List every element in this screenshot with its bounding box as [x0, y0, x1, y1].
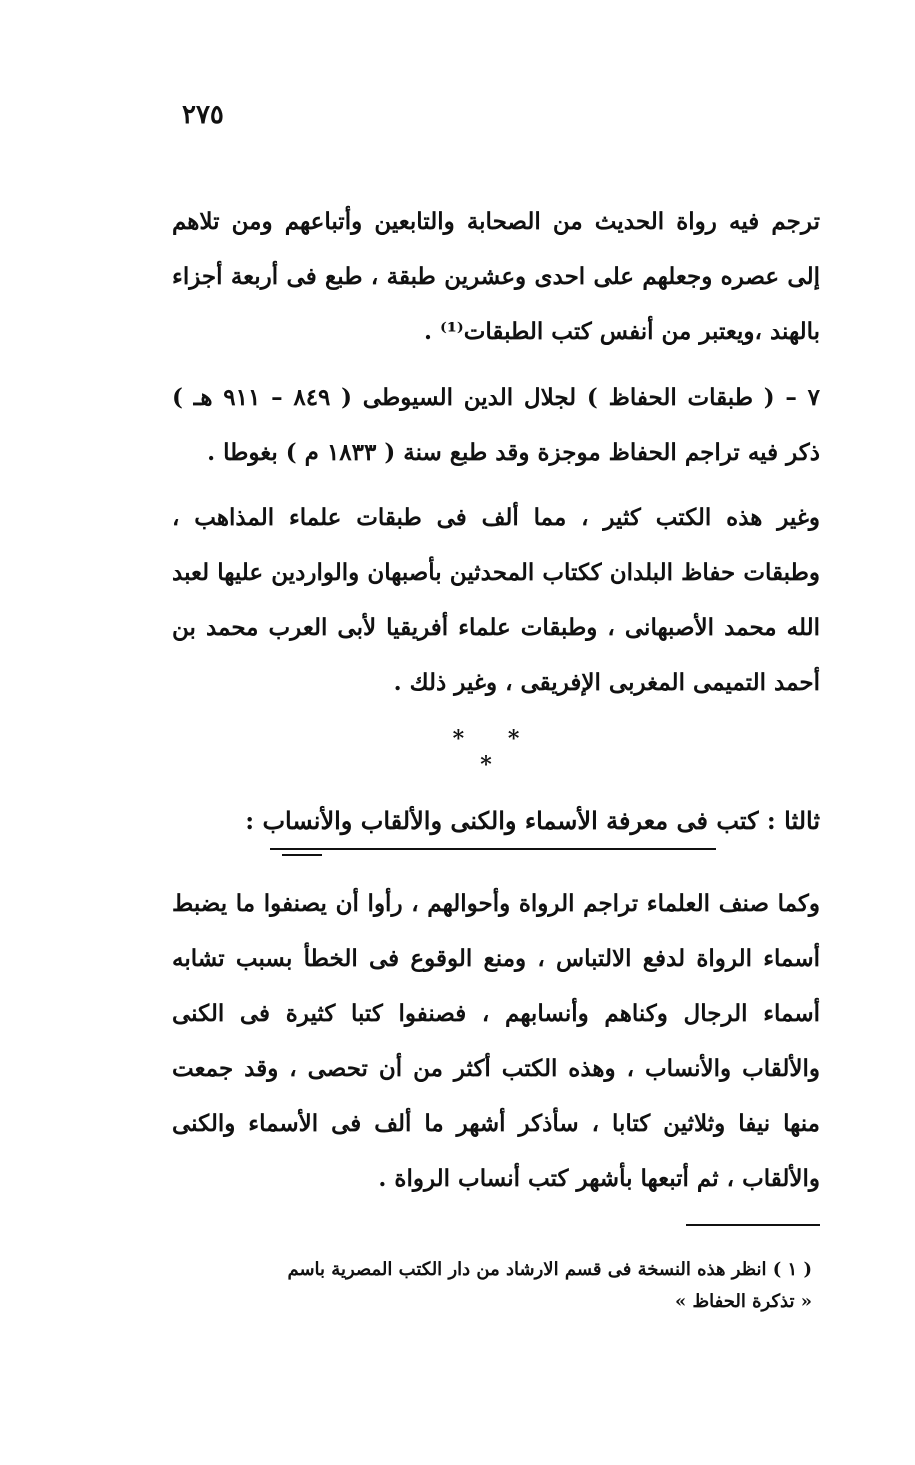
heading-underline — [270, 848, 716, 850]
paragraph-3 — [172, 490, 820, 710]
section-separator: * * * — [452, 726, 538, 778]
paragraph-1-text: ترجم فيه رواة الحديث من الصحابة والتابعين وأتباعهم ومن تلاهم إلى عصره وجعلهم على احدى وعشرين طبقة ، طبع فى أربعة أجزاء بالهند ،ويعتبر من أنفس كتب الطبقات⁽¹⁾ . — [172, 208, 820, 345]
footnote-line-1: ( ١ ) انظر هذه النسخة فى قسم الارشاد من دار الكتب المصرية باسم — [287, 1259, 812, 1280]
paragraph-1 — [172, 194, 820, 359]
paragraph-2 — [172, 370, 820, 480]
heading-underline-accent — [282, 854, 322, 856]
paragraph-2-text: ٧ – ( طبقات الحفاظ ) لجلال الدين السيوطى ( ٨٤٩ – ٩١١ هـ ) ذكر فيه تراجم الحفاظ موجزة وقد طبع سنة ( ١٨٣٣ م ) بغوطا . — [172, 384, 821, 466]
paragraph-4-text: وكما صنف العلماء تراجم الرواة وأحوالهم ، رأوا أن يصنفوا ما يضبط أسماء الرواة لدفع الالتباس ، ومنع الوقوع فى الخطأ بسبب تشابه أسماء الرجال وكناهم وأنسابهم ، فصنفوا كتبا كثيرة فى الكنى والألقاب والأنساب ، وهذه الكتب أكثر من أن تحصى ، وقد جمعت منها نيفا وثلاثين كتابا ، سأذكر أشهر ما ألف فى الأسماء والكنى والألقاب ، ثم أتبعها بأشهر كتب أنساب الرواة . — [172, 890, 820, 1192]
footnote-line-2: « تذكرة الحفاظ » — [674, 1291, 812, 1312]
footnote-rule — [686, 1224, 820, 1226]
footnote — [160, 1254, 812, 1318]
paragraph-3-text: وغير هذه الكتب كثير ، مما ألف فى طبقات علماء المذاهب ، وطبقات حفاظ البلدان ككتاب المحدثين بأصبهان والواردين عليها لعبد الله محمد الأصبهانى ، وطبقات علماء أفريقيا لأبى العرب محمد بن أحمد التميمى المغربى الإفريقى ، وغير ذلك . — [172, 504, 820, 696]
paragraph-4 — [172, 876, 820, 1206]
page-number: ٢٧٥ — [182, 100, 224, 130]
section-heading: ثالثا : كتب فى معرفة الأسماء والكنى والألقاب والأنساب : — [245, 806, 820, 835]
